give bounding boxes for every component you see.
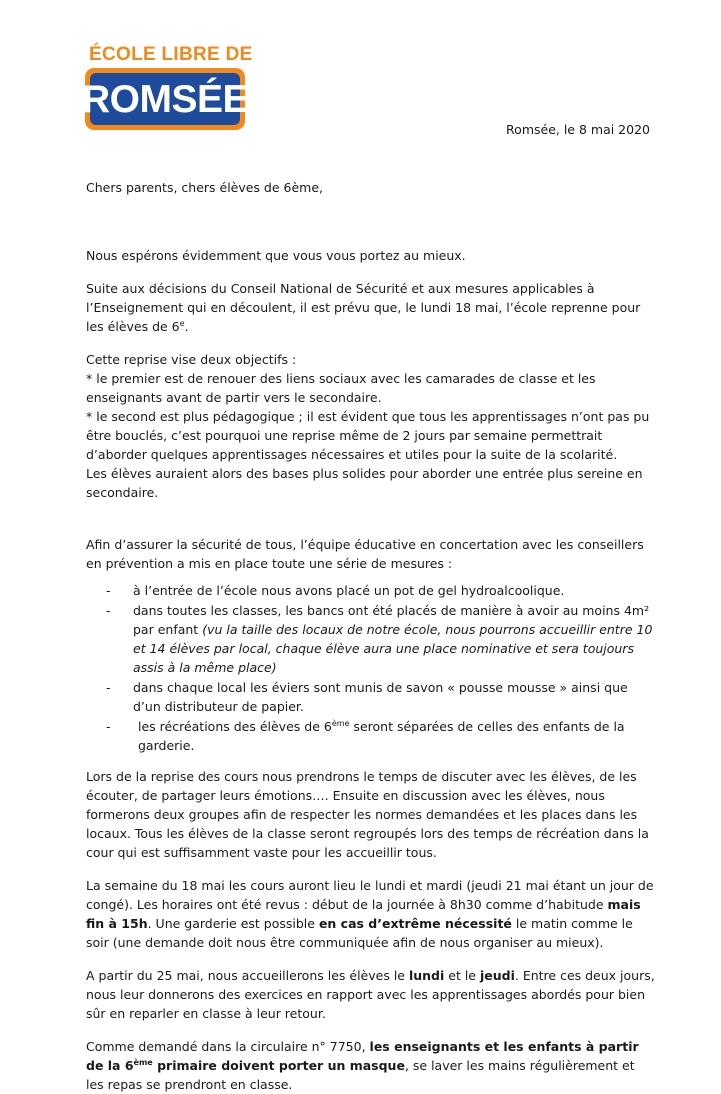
schedule-text: le matin comme le soir (une demande doit nous être communiquée afin de nous organiser au mieux). [86,916,633,950]
measures-list [86,581,656,755]
decision-text: Suite aux décisions du Conseil National de Sécurité et aux mesures applicables à l’Enseignement qui en découlent, il est prévu que, le lundi 18 mai, l’école reprenne pour les élèves de 6 [86,281,641,334]
objective-third: Les élèves auraient alors des bases plus solides pour aborder une entrée plus sereine en secondaire. [86,466,643,500]
letter-date: Romsée, le 8 mai 2020 [506,122,650,137]
objective-second: * le second est plus pédagogique ; il est évident que tous les apprentissages n’ont pas pu être bouclés, c’est pourquoi une reprise même de 2 jours par semaine permettrait d’aborder quelques apprentissages nécessaires et utiles pour la suite de la scolarité. [86,409,650,462]
objectives-intro: Cette reprise vise deux objectifs : [86,352,297,367]
masks-text-end: , se laver les mains régulièrement et les repas se prendront en classe. [86,1058,635,1092]
letter-body [86,178,656,1094]
school-logo [81,44,253,132]
objectives-block [86,350,656,502]
masks-bold: les enseignants et les enfants à partir de la 6 [86,1039,639,1073]
measure-text-end: seront séparées de celles des enfants de la garderie. [138,719,625,753]
masks-bold-end: primaire doivent porter un masque [152,1058,405,1073]
measure-superscript: ème [331,718,350,728]
may25-thursday: jeudi [479,968,515,983]
logo-line-2: ROMSÉE [81,77,249,121]
measure-item [86,717,656,755]
measure-text: dans toutes les classes, les bancs ont été placés de manière à avoir au moins 4m² par enfant [133,603,650,637]
measures-intro: Afin d’assurer la sécurité de tous, l’équipe éducative en concertation avec les conseillers en prévention a mis en place toute une série de mesures : [86,537,644,571]
may25-text: et le [444,968,480,983]
decision-superscript: e [179,318,185,328]
measure-note: (vu la taille des locaux de notre école, nous pourrons accueillir entre 10 et 14 élèves par local, chaque élève aura une place nominative et sera toujours assis à la même place) [133,622,653,675]
schedule-necessity: en cas d’extrême nécessité [318,916,512,931]
schedule-text: . Une garderie est possible [147,916,319,931]
paragraph-schedule [86,876,656,952]
paragraph-reprise: Lors de la reprise des cours nous prendrons le temps de discuter avec les élèves, de les écouter, de partager leurs émotions…. Ensuite en discussion avec les élèves, nous formerons deux groupes afin de respecter les normes demandées et les places dans les locaux. Tous les élèves de la classe seront regroupés lors des temps de récréation dans la cour qui est suffisamment vaste pour les accueillir tous. [86,769,649,860]
paragraph-from-25-may [86,966,656,1023]
decision-end: . [184,319,189,334]
objective-first: * le premier est de renouer des liens sociaux avec les camarades de classe et les enseignants avant de partir vers le secondaire. [86,371,596,405]
paragraph-decision [86,279,656,336]
logo-line-1: ÉCOLE LIBRE DE [89,44,253,65]
measure-item: - à l’entrée de l’école nous avons placé un pot de gel hydroalcoolique. [86,581,656,600]
masks-superscript: ème [133,1057,153,1067]
may25-monday: lundi [408,968,445,983]
paragraph-wellbeing: Nous espérons évidemment que vous vous portez au mieux. [86,248,466,263]
logo-frame [81,68,249,130]
may25-text: A partir du 25 mai, nous accueillerons les élèves le [86,968,409,983]
paragraph-masks [86,1037,656,1094]
masks-text: Comme demandé dans la circulaire n° 7750, [86,1039,370,1054]
logo-inner [81,73,249,125]
schedule-text: La semaine du 18 mai les cours auront lieu le lundi et mardi (jeudi 21 mai étant un jour de congé). Les horaires ont été revus : début de la journée à 8h30 comme d’habitude [86,878,654,912]
may25-text: . Entre ces deux jours, nous leur donnerons des exercices en rapport avec les apprentissages abordés pour bien sûr en reparler en classe à leur retour. [86,968,655,1021]
schedule-end-time: mais fin à 15h [86,897,641,931]
greeting: Chers parents, chers élèves de 6ème, [86,180,324,195]
measure-item: - dans chaque local les éviers sont munis de savon « pousse mousse » ainsi que d’un distributeur de papier. [86,678,656,716]
measure-item [86,601,656,677]
measure-text: les récréations des élèves de 6 [138,719,332,734]
